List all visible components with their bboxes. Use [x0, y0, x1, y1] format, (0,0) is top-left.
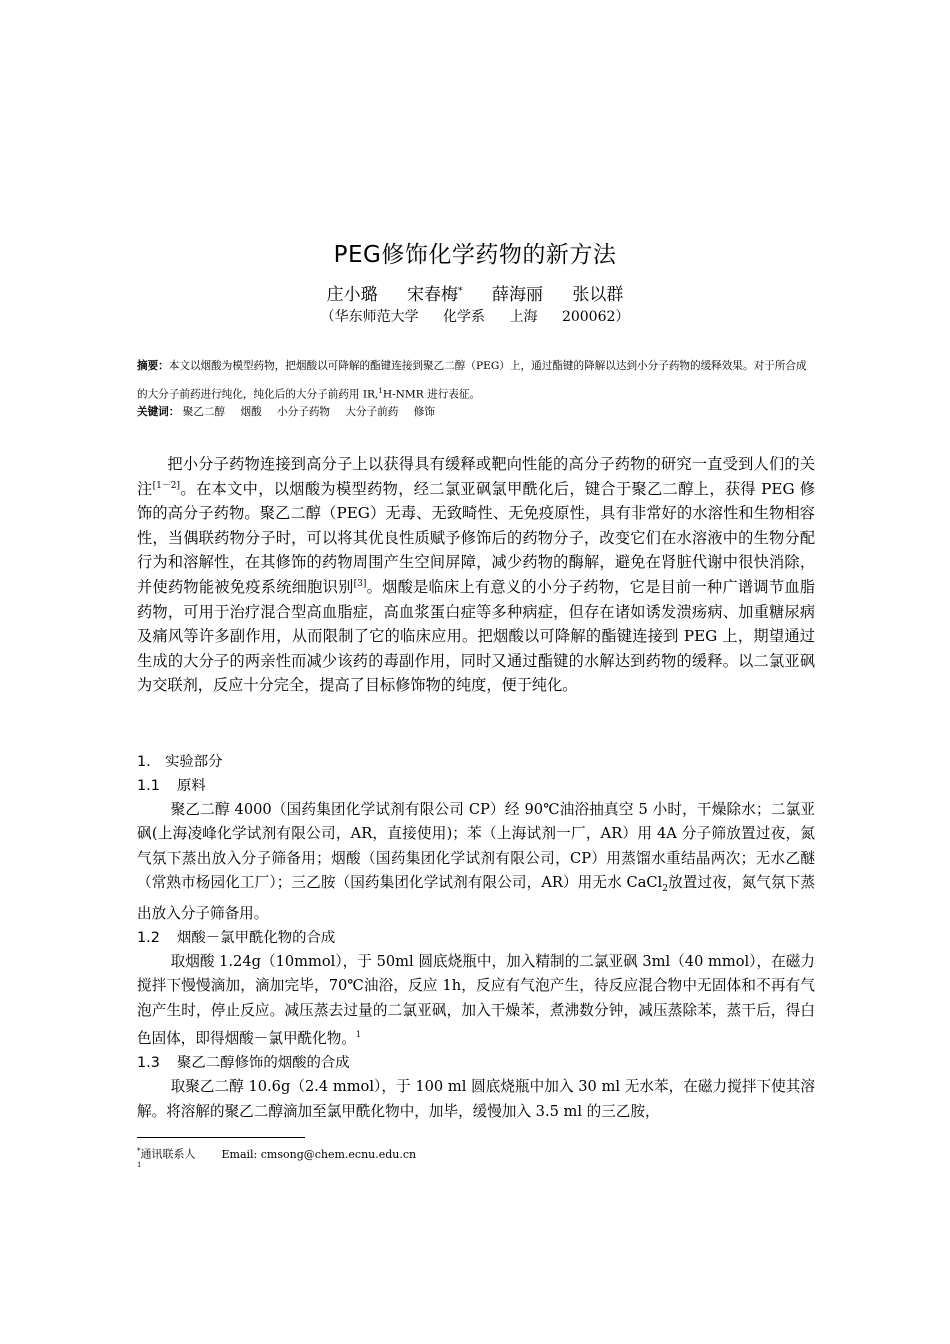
abstract-text-2: H-NMR 进行表征。 — [382, 388, 481, 401]
section-1-3-title: 聚乙二醇修饰的烟酸的合成 — [177, 1055, 350, 1072]
abstract-label: 摘要： — [137, 360, 169, 372]
footnote — [137, 1143, 815, 1163]
footnote-mark: * — [137, 1147, 141, 1155]
footnote-rule — [137, 1137, 305, 1138]
materials-text-b: 放置过夜，氮气氛下蒸出放入分子筛备用。 — [137, 874, 815, 922]
section-1-title: 实验部分 — [165, 754, 223, 770]
abstract — [137, 354, 815, 408]
synthesis-1-text: 取烟酸 1.24g（10mmol），于 50ml 圆底烧瓶中，加入精制的二氯亚砜 3ml（40 mmol），在磁力搅拌下慢慢滴加，滴加完毕，70℃油浴，反应 1h，反应有气泡产生，待反应混合物中无固体和不再有气泡产生时，停止反应。减压蒸去过量的二氯亚砜，加入干燥苯，煮沸数分钟，减压蒸除苯，蒸干后，得白色固体，即得烟酸－氯甲酰化物。 — [137, 952, 815, 1048]
footnote-email: Email: cmsong@chem.ecnu.edu.cn — [221, 1147, 417, 1161]
intro-text-3: 。烟酸是临床上有意义的小分子药物，它是目前一种广谱调节血脂药物，可用于治疗混合型高血脂症，高血浆蛋白症等多种病症，但存在诸如诱发溃疡病、加重糖尿病及痛风等许多副作用，从而限制了它的临床应用。把烟酸以可降解的酯键连接到 PEG 上，期望通过生成的大分子的两亲性而减少该药的毒副作用，同时又通过酯键的水解达到药物的缓释。以二氯亚砜为交联剂，反应十分完全，提高了目标修饰物的纯度，便于纯化。 — [137, 577, 816, 695]
author-list — [0, 280, 950, 305]
affiliation-city: 上海 — [509, 309, 538, 325]
author-4: 张以群 — [572, 285, 624, 305]
corresponding-mark: * — [458, 286, 463, 297]
section-1-heading — [137, 750, 815, 774]
materials-text-a: 聚乙二醇 4000（国药集团化学试剂有限公司 CP）经 90℃油浴抽真空 5 小时，干燥除水；二氯亚砜(上海凌峰化学试剂有限公司，AR，直接使用)；苯（上海试剂一厂，AR）用 4A 分子筛放置过夜，氮气氛下蒸出放入分子筛备用；烟酸（国药集团化学试剂有限公司，CP）用蒸馏水重结晶两次；无水乙醚（常熟市杨园化工厂）；三乙胺（国药集团化学试剂有限公司，AR）用无水 CaCl — [137, 801, 815, 892]
experimental-section — [137, 750, 815, 1124]
section-1-3-number: 1.3 — [137, 1055, 160, 1072]
section-1-2-heading — [137, 926, 815, 950]
affiliation-zip: 200062） — [561, 309, 630, 325]
introduction — [137, 452, 815, 698]
section-1-number: 1. — [137, 754, 151, 770]
keyword-3: 小分子药物 — [277, 406, 331, 418]
keyword-4: 大分子前药 — [345, 406, 399, 418]
intro-text-1: 把小分子药物连接到高分子上以获得具有缓释或靶向性能的高分子药物的研究一直受到人们的关注 — [137, 455, 815, 498]
author-2 — [407, 285, 463, 305]
affiliation — [0, 306, 950, 326]
affiliation-department: 化学系 — [443, 309, 486, 325]
citation-1-2: [1－2] — [152, 480, 181, 491]
section-1-3-text: 取聚乙二醇 10.6g（2.4 mmol），于 100 ml 圆底烧瓶中加入 30 ml 无水苯，在磁力搅拌下使其溶解。将溶解的聚乙二醇滴加至氯甲酰化物中，加毕，缓慢加入 3.5 ml 的三乙胺， — [137, 1078, 815, 1120]
section-1-1-title: 原料 — [177, 778, 206, 794]
materials-sub: 2 — [662, 884, 668, 895]
section-1-1-number: 1.1 — [137, 778, 160, 794]
section-1-1-heading — [137, 774, 815, 798]
author-1: 庄小璐 — [326, 285, 378, 305]
author-3: 薛海丽 — [491, 285, 543, 305]
section-1-2-text — [137, 950, 815, 1051]
abstract-text: 本文以烟酸为模型药物，把烟酸以可降解的酯键连接到聚乙二醇（PEG）上，通过酯键的降解以达到小分子药物的缓释效果。对于所合成的大分子前药进行纯化，纯化后的大分子前药用 IR, — [137, 360, 807, 401]
author-2-name: 宋春梅 — [407, 285, 459, 305]
synthesis-1-note: 1 — [355, 1030, 362, 1040]
keywords-label: 关键词： — [137, 406, 180, 418]
footnote-2: 1 — [137, 1161, 142, 1169]
intro-paragraph — [137, 452, 815, 698]
keyword-2: 烟酸 — [240, 406, 262, 418]
section-1-2-title: 烟酸－氯甲酰化物的合成 — [177, 929, 336, 946]
intro-text-2: 。在本文中，以烟酸为模型药物，经二氯亚砜氯甲酰化后，键合于聚乙二醇上，获得 PEG 修饰的高分子药物。聚乙二醇（PEG）无毒、无致畸性、无免疫原性，具有非常好的水溶性和生物相容性，当偶联药物分子时，可以将其优良性质赋予修饰后的药物分子，改变它们在水溶液中的生物分配行为和溶解性，在其修饰的药物周围产生空间屏障，减少药物的酶解，避免在肾脏代谢中很快消除，并使药物能被免疫系统细胞识别 — [137, 479, 816, 596]
footnote-contact: 通讯联系人 — [140, 1147, 196, 1161]
affiliation-university: （华东师范大学 — [320, 309, 419, 325]
keyword-1: 聚乙二醇 — [182, 406, 226, 418]
keywords — [137, 402, 815, 422]
citation-3: [3] — [353, 578, 367, 589]
abstract-sup: 1 — [378, 387, 383, 395]
section-1-3-heading — [137, 1051, 815, 1075]
keyword-5: 修饰 — [413, 406, 435, 418]
paper-title: PEG修饰化学药物的新方法 — [333, 242, 617, 268]
section-1-1-text — [137, 798, 815, 926]
section-1-2-number: 1.2 — [137, 929, 160, 946]
